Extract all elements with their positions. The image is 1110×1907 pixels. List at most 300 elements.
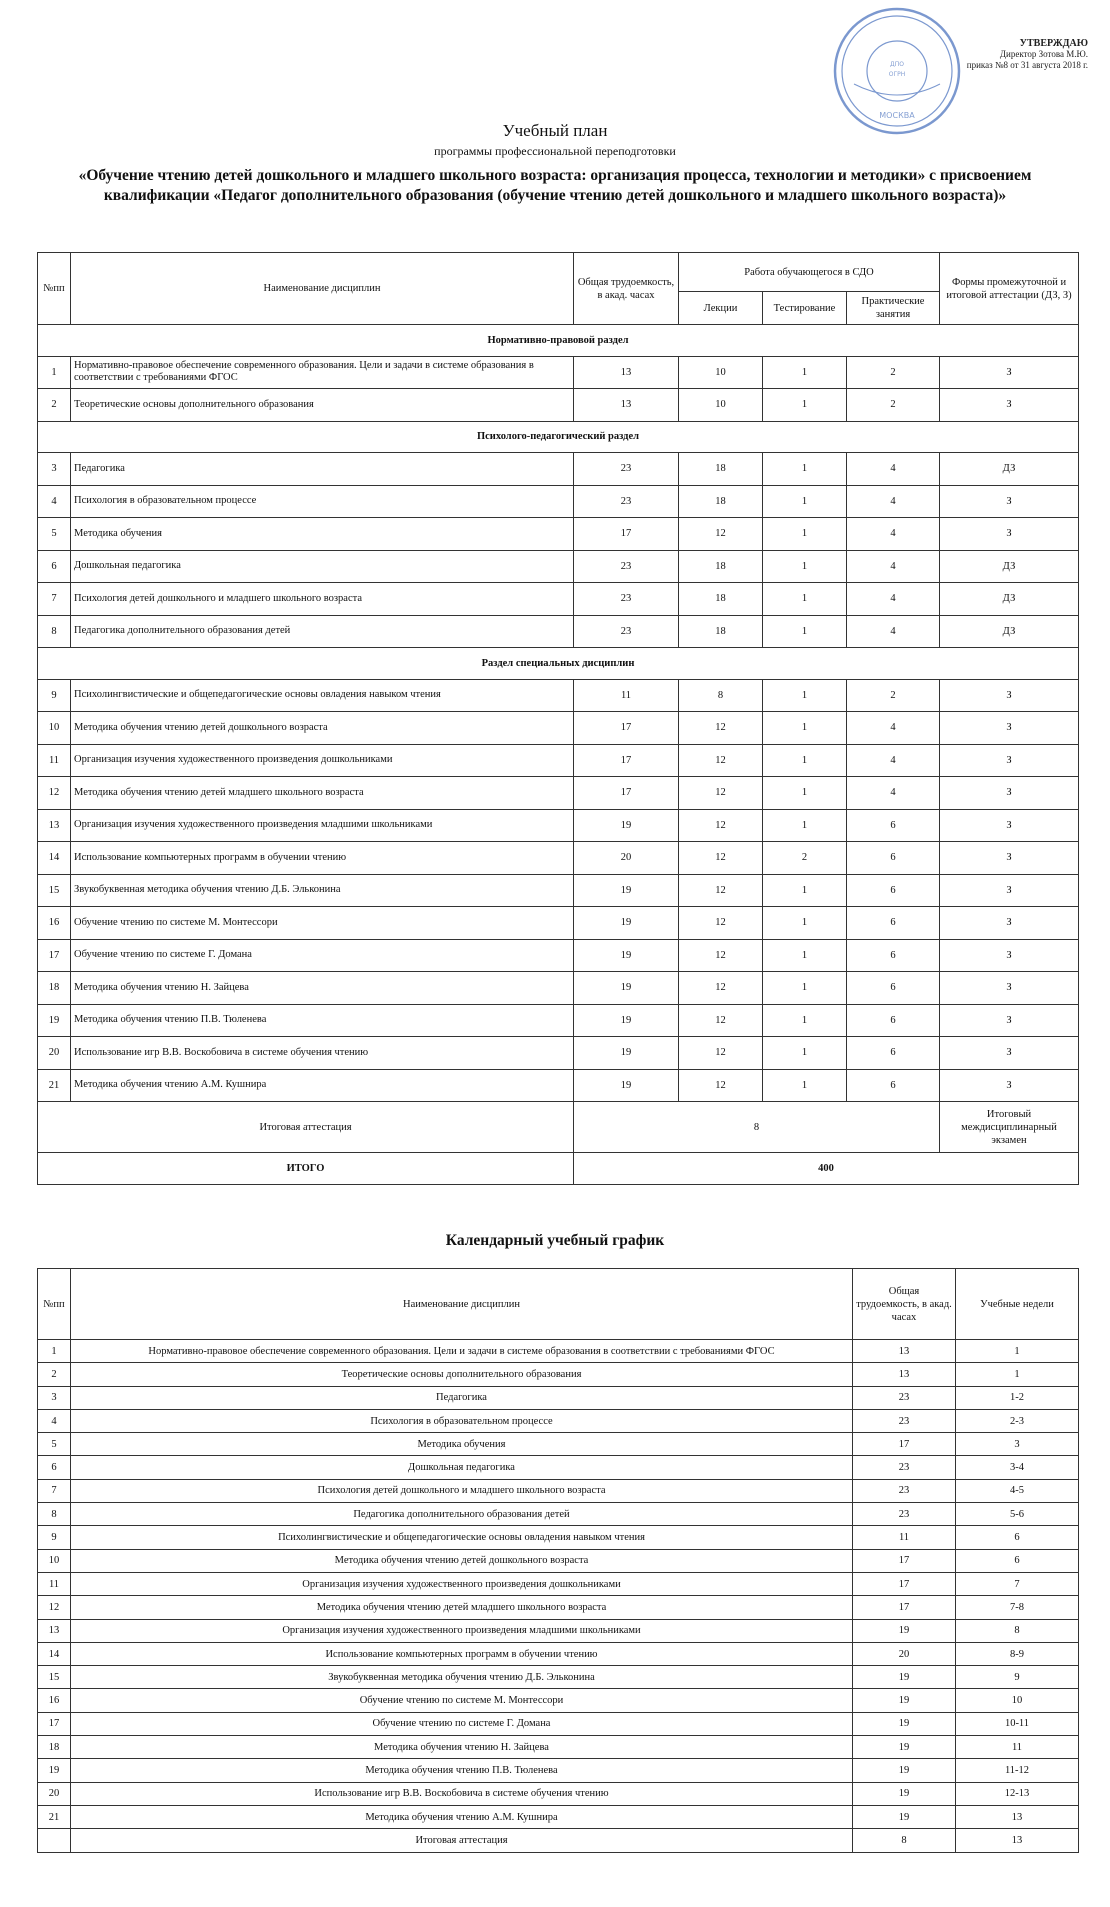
discipline-name: Методика обучения (71, 1433, 853, 1456)
row-number: 10 (38, 1549, 71, 1572)
total-hours: 19 (853, 1782, 956, 1805)
table-row (38, 1689, 1079, 1712)
final-attestation-hours: 8 (574, 1102, 940, 1153)
attestation-form: З (940, 389, 1079, 422)
lecture-hours: 18 (679, 583, 763, 616)
discipline-name: Нормативно-правовое обеспечение современного образования. Цели и задачи в системе образования в соответствии с требованиями ФГОС (71, 1340, 853, 1363)
row-number: 5 (38, 518, 71, 551)
discipline-name: Методика обучения чтению детей дошкольного возраста (71, 712, 574, 745)
row-number: 3 (38, 1386, 71, 1409)
row-number: 18 (38, 972, 71, 1005)
discipline-name: Теоретические основы дополнительного образования (71, 389, 574, 422)
lecture-hours: 18 (679, 453, 763, 486)
discipline-name: Использование компьютерных программ в обучении чтению (71, 1642, 853, 1665)
row-number: 2 (38, 1363, 71, 1386)
discipline-name: Методика обучения чтению детей младшего школьного возраста (71, 777, 574, 810)
practice-hours: 4 (847, 583, 940, 616)
test-hours: 1 (763, 744, 847, 777)
attestation-form: З (940, 809, 1079, 842)
total-hours: 13 (574, 389, 679, 422)
table-row (38, 1736, 1079, 1759)
row-number: 9 (38, 1526, 71, 1549)
cal-header-weeks: Учебные недели (956, 1269, 1079, 1340)
test-hours: 1 (763, 679, 847, 712)
section-row (38, 421, 1079, 453)
attestation-form: З (940, 679, 1079, 712)
practice-hours: 6 (847, 1069, 940, 1102)
total-hours: 19 (574, 939, 679, 972)
attestation-form: ДЗ (940, 615, 1079, 648)
section-title: Психолого-педагогический раздел (38, 421, 1079, 453)
row-number: 11 (38, 744, 71, 777)
header-name: Наименование дисциплин (71, 253, 574, 325)
lecture-hours: 12 (679, 809, 763, 842)
attestation-form: З (940, 356, 1079, 389)
practice-hours: 4 (847, 777, 940, 810)
table-row (38, 1503, 1079, 1526)
document-subtitle: программы профессиональной переподготовки (434, 144, 676, 158)
lecture-hours: 10 (679, 389, 763, 422)
practice-hours: 2 (847, 389, 940, 422)
discipline-name: Педагогика (71, 453, 574, 486)
table-row (38, 712, 1079, 745)
total-hours: 17 (853, 1549, 956, 1572)
discipline-name: Использование игр В.В. Воскобовича в системе обучения чтению (71, 1037, 574, 1070)
table-row (38, 939, 1079, 972)
total-hours: 400 (574, 1153, 1079, 1185)
total-hours: 8 (853, 1829, 956, 1852)
row-number: 1 (38, 356, 71, 389)
test-hours: 2 (763, 842, 847, 875)
table-row (38, 518, 1079, 551)
row-number: 3 (38, 453, 71, 486)
study-weeks: 8-9 (956, 1642, 1079, 1665)
study-weeks: 1 (956, 1363, 1079, 1386)
discipline-name: Методика обучения чтению Н. Зайцева (71, 972, 574, 1005)
row-number: 10 (38, 712, 71, 745)
cal-header-total: Общая трудоемкость, в акад. часах (853, 1269, 956, 1340)
lecture-hours: 8 (679, 679, 763, 712)
attestation-form: З (940, 874, 1079, 907)
row-number: 13 (38, 809, 71, 842)
table-row (38, 744, 1079, 777)
lecture-hours: 12 (679, 1069, 763, 1102)
table-row (38, 453, 1079, 486)
discipline-name: Методика обучения чтению А.М. Кушнира (71, 1069, 574, 1102)
row-number: 16 (38, 1689, 71, 1712)
total-hours: 23 (574, 615, 679, 648)
table-row (38, 1069, 1079, 1102)
row-number: 8 (38, 1503, 71, 1526)
table-row (38, 1782, 1079, 1805)
test-hours: 1 (763, 485, 847, 518)
attestation-form: З (940, 939, 1079, 972)
row-number: 14 (38, 1642, 71, 1665)
study-weeks: 11 (956, 1736, 1079, 1759)
discipline-name: Обучение чтению по системе М. Монтессори (71, 1689, 853, 1712)
discipline-name: Педагогика (71, 1386, 853, 1409)
total-hours: 19 (853, 1619, 956, 1642)
row-number: 8 (38, 615, 71, 648)
test-hours: 1 (763, 583, 847, 616)
discipline-name: Методика обучения чтению П.В. Тюленева (71, 1004, 574, 1037)
attestation-form: З (940, 1004, 1079, 1037)
practice-hours: 6 (847, 907, 940, 940)
attestation-form: З (940, 744, 1079, 777)
practice-hours: 4 (847, 485, 940, 518)
row-number (38, 1829, 71, 1852)
table-row (38, 1759, 1079, 1782)
attestation-form: З (940, 842, 1079, 875)
row-number: 16 (38, 907, 71, 940)
total-hours: 23 (853, 1386, 956, 1409)
discipline-name: Педагогика дополнительного образования детей (71, 1503, 853, 1526)
study-weeks: 5-6 (956, 1503, 1079, 1526)
study-weeks: 1-2 (956, 1386, 1079, 1409)
study-weeks: 2-3 (956, 1409, 1079, 1432)
total-hours: 11 (574, 679, 679, 712)
table-row (38, 777, 1079, 810)
section-title: Раздел специальных дисциплин (38, 648, 1079, 680)
study-weeks: 6 (956, 1526, 1079, 1549)
test-hours: 1 (763, 1069, 847, 1102)
attestation-form: З (940, 1037, 1079, 1070)
attestation-form: З (940, 518, 1079, 551)
header-lectures: Лекции (679, 292, 763, 325)
test-hours: 1 (763, 1037, 847, 1070)
row-number: 13 (38, 1619, 71, 1642)
row-number: 1 (38, 1340, 71, 1363)
approval-director: Директор Зотова М.Ю. (999, 49, 1088, 59)
total-hours: 13 (853, 1363, 956, 1386)
total-hours: 19 (853, 1712, 956, 1735)
section-row (38, 325, 1079, 357)
lecture-hours: 10 (679, 356, 763, 389)
discipline-name: Дошкольная педагогика (71, 550, 574, 583)
discipline-name: Методика обучения чтению детей младшего школьного возраста (71, 1596, 853, 1619)
final-attestation-label: Итоговая аттестация (38, 1102, 574, 1153)
discipline-name: Организация изучения художественного произведения дошкольниками (71, 744, 574, 777)
discipline-name: Организация изучения художественного произведения младшими школьниками (71, 809, 574, 842)
attestation-form: З (940, 777, 1079, 810)
total-hours: 19 (574, 907, 679, 940)
final-attestation-form: Итоговый междисциплинарный экзамен (940, 1102, 1079, 1153)
row-number: 7 (38, 1479, 71, 1502)
discipline-name: Использование игр В.В. Воскобовича в системе обучения чтению (71, 1782, 853, 1805)
row-number: 19 (38, 1759, 71, 1782)
svg-text:МОСКВА: МОСКВА (879, 111, 915, 120)
row-number: 18 (38, 1736, 71, 1759)
table-row (38, 679, 1079, 712)
row-number: 21 (38, 1805, 71, 1828)
table-row (38, 874, 1079, 907)
table-row (38, 1409, 1079, 1432)
study-weeks: 10-11 (956, 1712, 1079, 1735)
practice-hours: 4 (847, 550, 940, 583)
discipline-name: Методика обучения чтению П.В. Тюленева (71, 1759, 853, 1782)
svg-text:ОГРН: ОГРН (888, 71, 906, 78)
approval-title: УТВЕРЖДАЮ (1019, 38, 1088, 49)
header-practice: Практические занятия (847, 292, 940, 325)
total-hours: 19 (574, 1037, 679, 1070)
total-hours: 23 (853, 1479, 956, 1502)
discipline-name: Звукобуквенная методика обучения чтению Д.Б. Эльконина (71, 1666, 853, 1689)
row-number: 9 (38, 679, 71, 712)
table-row (38, 1572, 1079, 1595)
total-hours: 19 (574, 809, 679, 842)
attestation-form: ДЗ (940, 453, 1079, 486)
table-row (38, 1549, 1079, 1572)
row-number: 17 (38, 1712, 71, 1735)
study-weeks: 8 (956, 1619, 1079, 1642)
total-hours: 23 (574, 485, 679, 518)
practice-hours: 6 (847, 972, 940, 1005)
table-row (38, 485, 1079, 518)
practice-hours: 4 (847, 615, 940, 648)
discipline-name: Психология детей дошкольного и младшего школьного возраста (71, 1479, 853, 1502)
table-row (38, 1363, 1079, 1386)
row-number: 19 (38, 1004, 71, 1037)
practice-hours: 6 (847, 809, 940, 842)
total-hours: 19 (574, 972, 679, 1005)
table-row (38, 907, 1079, 940)
discipline-name: Методика обучения чтению Н. Зайцева (71, 1736, 853, 1759)
lecture-hours: 12 (679, 842, 763, 875)
practice-hours: 6 (847, 874, 940, 907)
row-number: 12 (38, 777, 71, 810)
header-forms: Формы промежуточной и итоговой аттестации (ДЗ, З) (940, 253, 1079, 325)
test-hours: 1 (763, 777, 847, 810)
discipline-name: Теоретические основы дополнительного образования (71, 1363, 853, 1386)
test-hours: 1 (763, 712, 847, 745)
lecture-hours: 12 (679, 1037, 763, 1070)
total-hours: 17 (853, 1433, 956, 1456)
row-number: 20 (38, 1037, 71, 1070)
table-row (38, 1642, 1079, 1665)
table-row (38, 809, 1079, 842)
row-number: 15 (38, 1666, 71, 1689)
table-row (38, 1456, 1079, 1479)
row-number: 11 (38, 1572, 71, 1595)
table-row (38, 1829, 1079, 1852)
study-weeks: 3-4 (956, 1456, 1079, 1479)
discipline-name: Организация изучения художественного произведения дошкольниками (71, 1572, 853, 1595)
total-hours: 23 (853, 1456, 956, 1479)
study-weeks: 4-5 (956, 1479, 1079, 1502)
table-row (38, 1712, 1079, 1735)
table-row (38, 1596, 1079, 1619)
cal-header-num: №пп (38, 1269, 71, 1340)
lecture-hours: 12 (679, 1004, 763, 1037)
total-hours: 17 (574, 777, 679, 810)
total-hours: 13 (853, 1340, 956, 1363)
table-row (38, 1805, 1079, 1828)
study-weeks: 9 (956, 1666, 1079, 1689)
practice-hours: 6 (847, 1037, 940, 1070)
practice-hours: 6 (847, 842, 940, 875)
calendar-title: Календарный учебный график (445, 1232, 665, 1249)
approval-order: приказ №8 от 31 августа 2018 г. (966, 60, 1088, 70)
total-hours: 19 (574, 874, 679, 907)
header-num: №пп (38, 253, 71, 325)
test-hours: 1 (763, 809, 847, 842)
lecture-hours: 12 (679, 518, 763, 551)
discipline-name: Обучение чтению по системе Г. Домана (71, 1712, 853, 1735)
total-hours: 17 (574, 744, 679, 777)
discipline-name: Обучение чтению по системе Г. Домана (71, 939, 574, 972)
row-number: 14 (38, 842, 71, 875)
total-hours: 20 (574, 842, 679, 875)
table-row (38, 1340, 1079, 1363)
table-row (38, 583, 1079, 616)
calendar-body (38, 1340, 1079, 1853)
program-title: «Обучение чтению детей дошкольного и младшего школьного возраста: организация процесса, технологии и методики» с присвоением квалификации «Педагог дополнительного образования (обучение чтению детей дошкольного и младшего школьного возраста)» (78, 167, 1032, 204)
row-number: 6 (38, 1456, 71, 1479)
header-total: Общая трудоемкость, в акад. часах (574, 253, 679, 325)
lecture-hours: 12 (679, 939, 763, 972)
total-label: ИТОГО (38, 1153, 574, 1185)
test-hours: 1 (763, 874, 847, 907)
attestation-form: З (940, 1069, 1079, 1102)
test-hours: 1 (763, 972, 847, 1005)
row-number: 12 (38, 1596, 71, 1619)
discipline-name: Обучение чтению по системе М. Монтессори (71, 907, 574, 940)
attestation-form: ДЗ (940, 583, 1079, 616)
row-number: 17 (38, 939, 71, 972)
discipline-name: Психолингвистические и общепедагогические основы овладения навыком чтения (71, 1526, 853, 1549)
test-hours: 1 (763, 389, 847, 422)
test-hours: 1 (763, 615, 847, 648)
table-row (38, 615, 1079, 648)
test-hours: 1 (763, 939, 847, 972)
total-hours: 19 (574, 1069, 679, 1102)
study-weeks: 7-8 (956, 1596, 1079, 1619)
study-weeks: 13 (956, 1829, 1079, 1852)
discipline-name: Психология детей дошкольного и младшего школьного возраста (71, 583, 574, 616)
practice-hours: 4 (847, 518, 940, 551)
total-hours: 17 (574, 518, 679, 551)
total-hours: 17 (574, 712, 679, 745)
total-hours: 17 (853, 1596, 956, 1619)
total-hours: 23 (853, 1503, 956, 1526)
discipline-name: Методика обучения (71, 518, 574, 551)
table-row (38, 550, 1079, 583)
attestation-form: З (940, 712, 1079, 745)
total-hours: 13 (574, 356, 679, 389)
lecture-hours: 12 (679, 777, 763, 810)
practice-hours: 2 (847, 356, 940, 389)
practice-hours: 4 (847, 453, 940, 486)
study-weeks: 7 (956, 1572, 1079, 1595)
table-row (38, 1037, 1079, 1070)
table-row (38, 1666, 1079, 1689)
discipline-name: Использование компьютерных программ в обучении чтению (71, 842, 574, 875)
lecture-hours: 18 (679, 485, 763, 518)
table-row (38, 1526, 1079, 1549)
total-hours: 19 (853, 1759, 956, 1782)
total-hours: 19 (853, 1689, 956, 1712)
section-row (38, 648, 1079, 680)
curriculum-body (38, 325, 1079, 1102)
lecture-hours: 18 (679, 550, 763, 583)
row-number: 6 (38, 550, 71, 583)
test-hours: 1 (763, 518, 847, 551)
attestation-form: ДЗ (940, 550, 1079, 583)
attestation-form: З (940, 907, 1079, 940)
total-hours: 23 (853, 1409, 956, 1432)
header-tests: Тестирование (763, 292, 847, 325)
header-work: Работа обучающегося в СДО (679, 253, 940, 292)
total-hours: 19 (853, 1805, 956, 1828)
row-number: 15 (38, 874, 71, 907)
discipline-name: Методика обучения чтению А.М. Кушнира (71, 1805, 853, 1828)
test-hours: 1 (763, 1004, 847, 1037)
table-row (38, 1433, 1079, 1456)
table-row (38, 1479, 1079, 1502)
total-hours: 23 (574, 583, 679, 616)
svg-text:ДПО: ДПО (890, 61, 904, 68)
discipline-name: Психология в образовательном процессе (71, 485, 574, 518)
table-row (38, 1004, 1079, 1037)
discipline-name: Дошкольная педагогика (71, 1456, 853, 1479)
lecture-hours: 12 (679, 874, 763, 907)
test-hours: 1 (763, 907, 847, 940)
discipline-name: Звукобуквенная методика обучения чтению Д.Б. Эльконина (71, 874, 574, 907)
row-number: 2 (38, 389, 71, 422)
table-row (38, 842, 1079, 875)
total-hours: 19 (853, 1736, 956, 1759)
table-row (38, 1619, 1079, 1642)
practice-hours: 2 (847, 679, 940, 712)
total-hours: 20 (853, 1642, 956, 1665)
discipline-name: Методика обучения чтению детей дошкольного возраста (71, 1549, 853, 1572)
total-hours: 19 (574, 1004, 679, 1037)
row-number: 4 (38, 1409, 71, 1432)
discipline-name: Итоговая аттестация (71, 1829, 853, 1852)
practice-hours: 6 (847, 1004, 940, 1037)
study-weeks: 3 (956, 1433, 1079, 1456)
calendar-table (37, 1268, 1079, 1853)
attestation-form: З (940, 972, 1079, 1005)
practice-hours: 4 (847, 744, 940, 777)
total-hours: 23 (574, 550, 679, 583)
study-weeks: 11-12 (956, 1759, 1079, 1782)
lecture-hours: 12 (679, 744, 763, 777)
discipline-name: Психология в образовательном процессе (71, 1409, 853, 1432)
table-row (38, 356, 1079, 389)
study-weeks: 13 (956, 1805, 1079, 1828)
study-weeks: 10 (956, 1689, 1079, 1712)
section-title: Нормативно-правовой раздел (38, 325, 1079, 357)
table-row (38, 1386, 1079, 1409)
row-number: 5 (38, 1433, 71, 1456)
study-weeks: 12-13 (956, 1782, 1079, 1805)
total-hours: 23 (574, 453, 679, 486)
lecture-hours: 12 (679, 972, 763, 1005)
cal-header-name: Наименование дисциплин (71, 1269, 853, 1340)
test-hours: 1 (763, 550, 847, 583)
curriculum-table (37, 252, 1079, 1185)
row-number: 20 (38, 1782, 71, 1805)
official-stamp (832, 6, 962, 136)
attestation-form: З (940, 485, 1079, 518)
table-row (38, 389, 1079, 422)
total-hours: 17 (853, 1572, 956, 1595)
test-hours: 1 (763, 356, 847, 389)
approval-block (938, 38, 1088, 71)
document-title: Учебный план (502, 121, 608, 140)
table-row (38, 972, 1079, 1005)
